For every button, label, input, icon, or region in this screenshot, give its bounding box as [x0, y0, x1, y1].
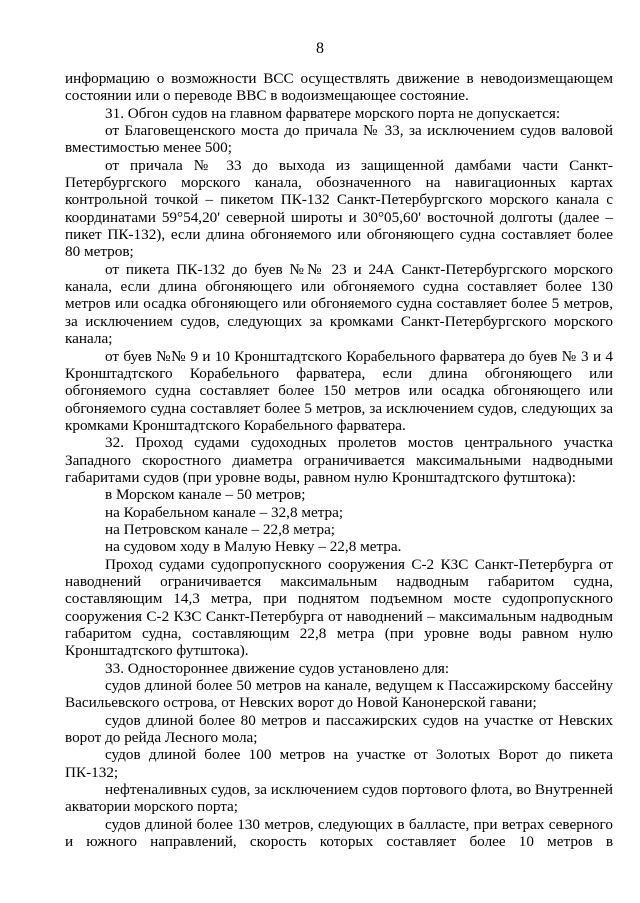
oneway-tankers: нефтеналивных судов, за исключением судов портового флота, во Внутренней акватории морского порта;	[65, 781, 613, 816]
oneway-golden-gates: судов длиной более 100 метров на участке от Золотых Ворот до пикета ПК-132;	[65, 746, 613, 781]
oneway-passenger-basin: судов длиной более 50 метров на канале, ведущем к Пассажирскому бассейну Васильевского острова, от Невских ворот до Новой Канонерской гавани;	[65, 677, 613, 712]
oneway-ballast-ships: судов длиной более 130 метров, следующих в балласте, при ветрах северного и южного направлений, скорость которых составляет более 10 метров в	[65, 815, 613, 851]
clearance-malaya-nevka: на судовом ходу в Малую Невку – 22,8 метра.	[105, 538, 402, 556]
paragraph-overtaking-buoys: от буев №№ 9 и 10 Кронштадтского Корабельного фарватера до буев № 3 и 4 Кронштадтского Корабельного фарватера, если длина обгоняющего или обгоняемого судна составляет более 150 метров или осадка обгоняющего или обгоняемого судна составляет более 5 метров, за исключением судов, следующих за кромками Кронштадтского Корабельного фарватера.	[65, 347, 613, 434]
oneway-nevsky-gates: судов длиной более 80 метров и пассажирских судов на участке от Невских ворот до рейда Лесного мола;	[65, 711, 613, 747]
clearance-ship-canal: на Корабельном канале – 32,8 метра;	[105, 503, 344, 521]
paragraph-overtaking-pk132: от пикета ПК-132 до буев №№ 23 и 24А Санкт-Петербургского морского канала, если длина обгоняющего или обгоняемого судна составляет более 130 метров или осадка обгоняющего или обгоняемого судна составляет более 5 метров, за исключением судов, следующих за кромками Санкт-Петербургского морского канала;	[65, 260, 613, 348]
clearance-petrovsky-canal: на Петровском канале – 22,8 метра;	[105, 520, 336, 538]
paragraph-overtaking-bridge: от Благовещенского моста до причала № 33, за исключением судов валовой вместимостью менее 500;	[65, 122, 613, 157]
paragraph-item-33: 33. Одностороннее движение судов установлено для:	[105, 659, 450, 677]
document-body	[65, 70, 613, 850]
paragraph-continuation: информацию о возможности ВСС осуществлять движение в неводоизмещающем состоянии или о переводе ВВС в водоизмещающее состояние.	[65, 70, 613, 105]
page-number: 8	[316, 40, 324, 57]
paragraph-item-32: 32. Проход судами судоходных пролетов мостов центрального участка Западного скоростного диаметра ограничивается максимальными надводными габаритами судов (при уровне воды, равном нулю Кронштадтского футштока):	[65, 434, 613, 486]
paragraph-s2-structure: Проход судами судопропускного сооружения С-2 КЗС Санкт-Петербурга от наводнений ограничивается максимальным надводным габаритом судна, составляющим 14,3 метра, при поднятом подъемном мосте судопропускного сооружения С-2 КЗС Санкт-Петербурга от наводнений – максимальным надводным габаритом судна, составляющим 22,8 метра (при уровне воды равном нулю Кронштадтского футштока).	[65, 555, 613, 660]
clearance-sea-canal: в Морском канале – 50 метров;	[105, 486, 306, 504]
paragraph-item-31: 31. Обгон судов на главном фарватере морского порта не допускается:	[105, 104, 561, 122]
paragraph-overtaking-berth33: от причала № 33 до выхода из защищенной дамбами части Санкт-Петербургского морского канала, обозначенного на навигационных картах контрольной точкой – пикетом ПК-132 Санкт-Петербургского морского канала с координатами 59°54,20' северной широты и 30°05,60' восточной долготы (далее – пикет ПК-132), если длина обгоняемого или обгоняющего судна составляет более 80 метров;	[65, 156, 613, 261]
